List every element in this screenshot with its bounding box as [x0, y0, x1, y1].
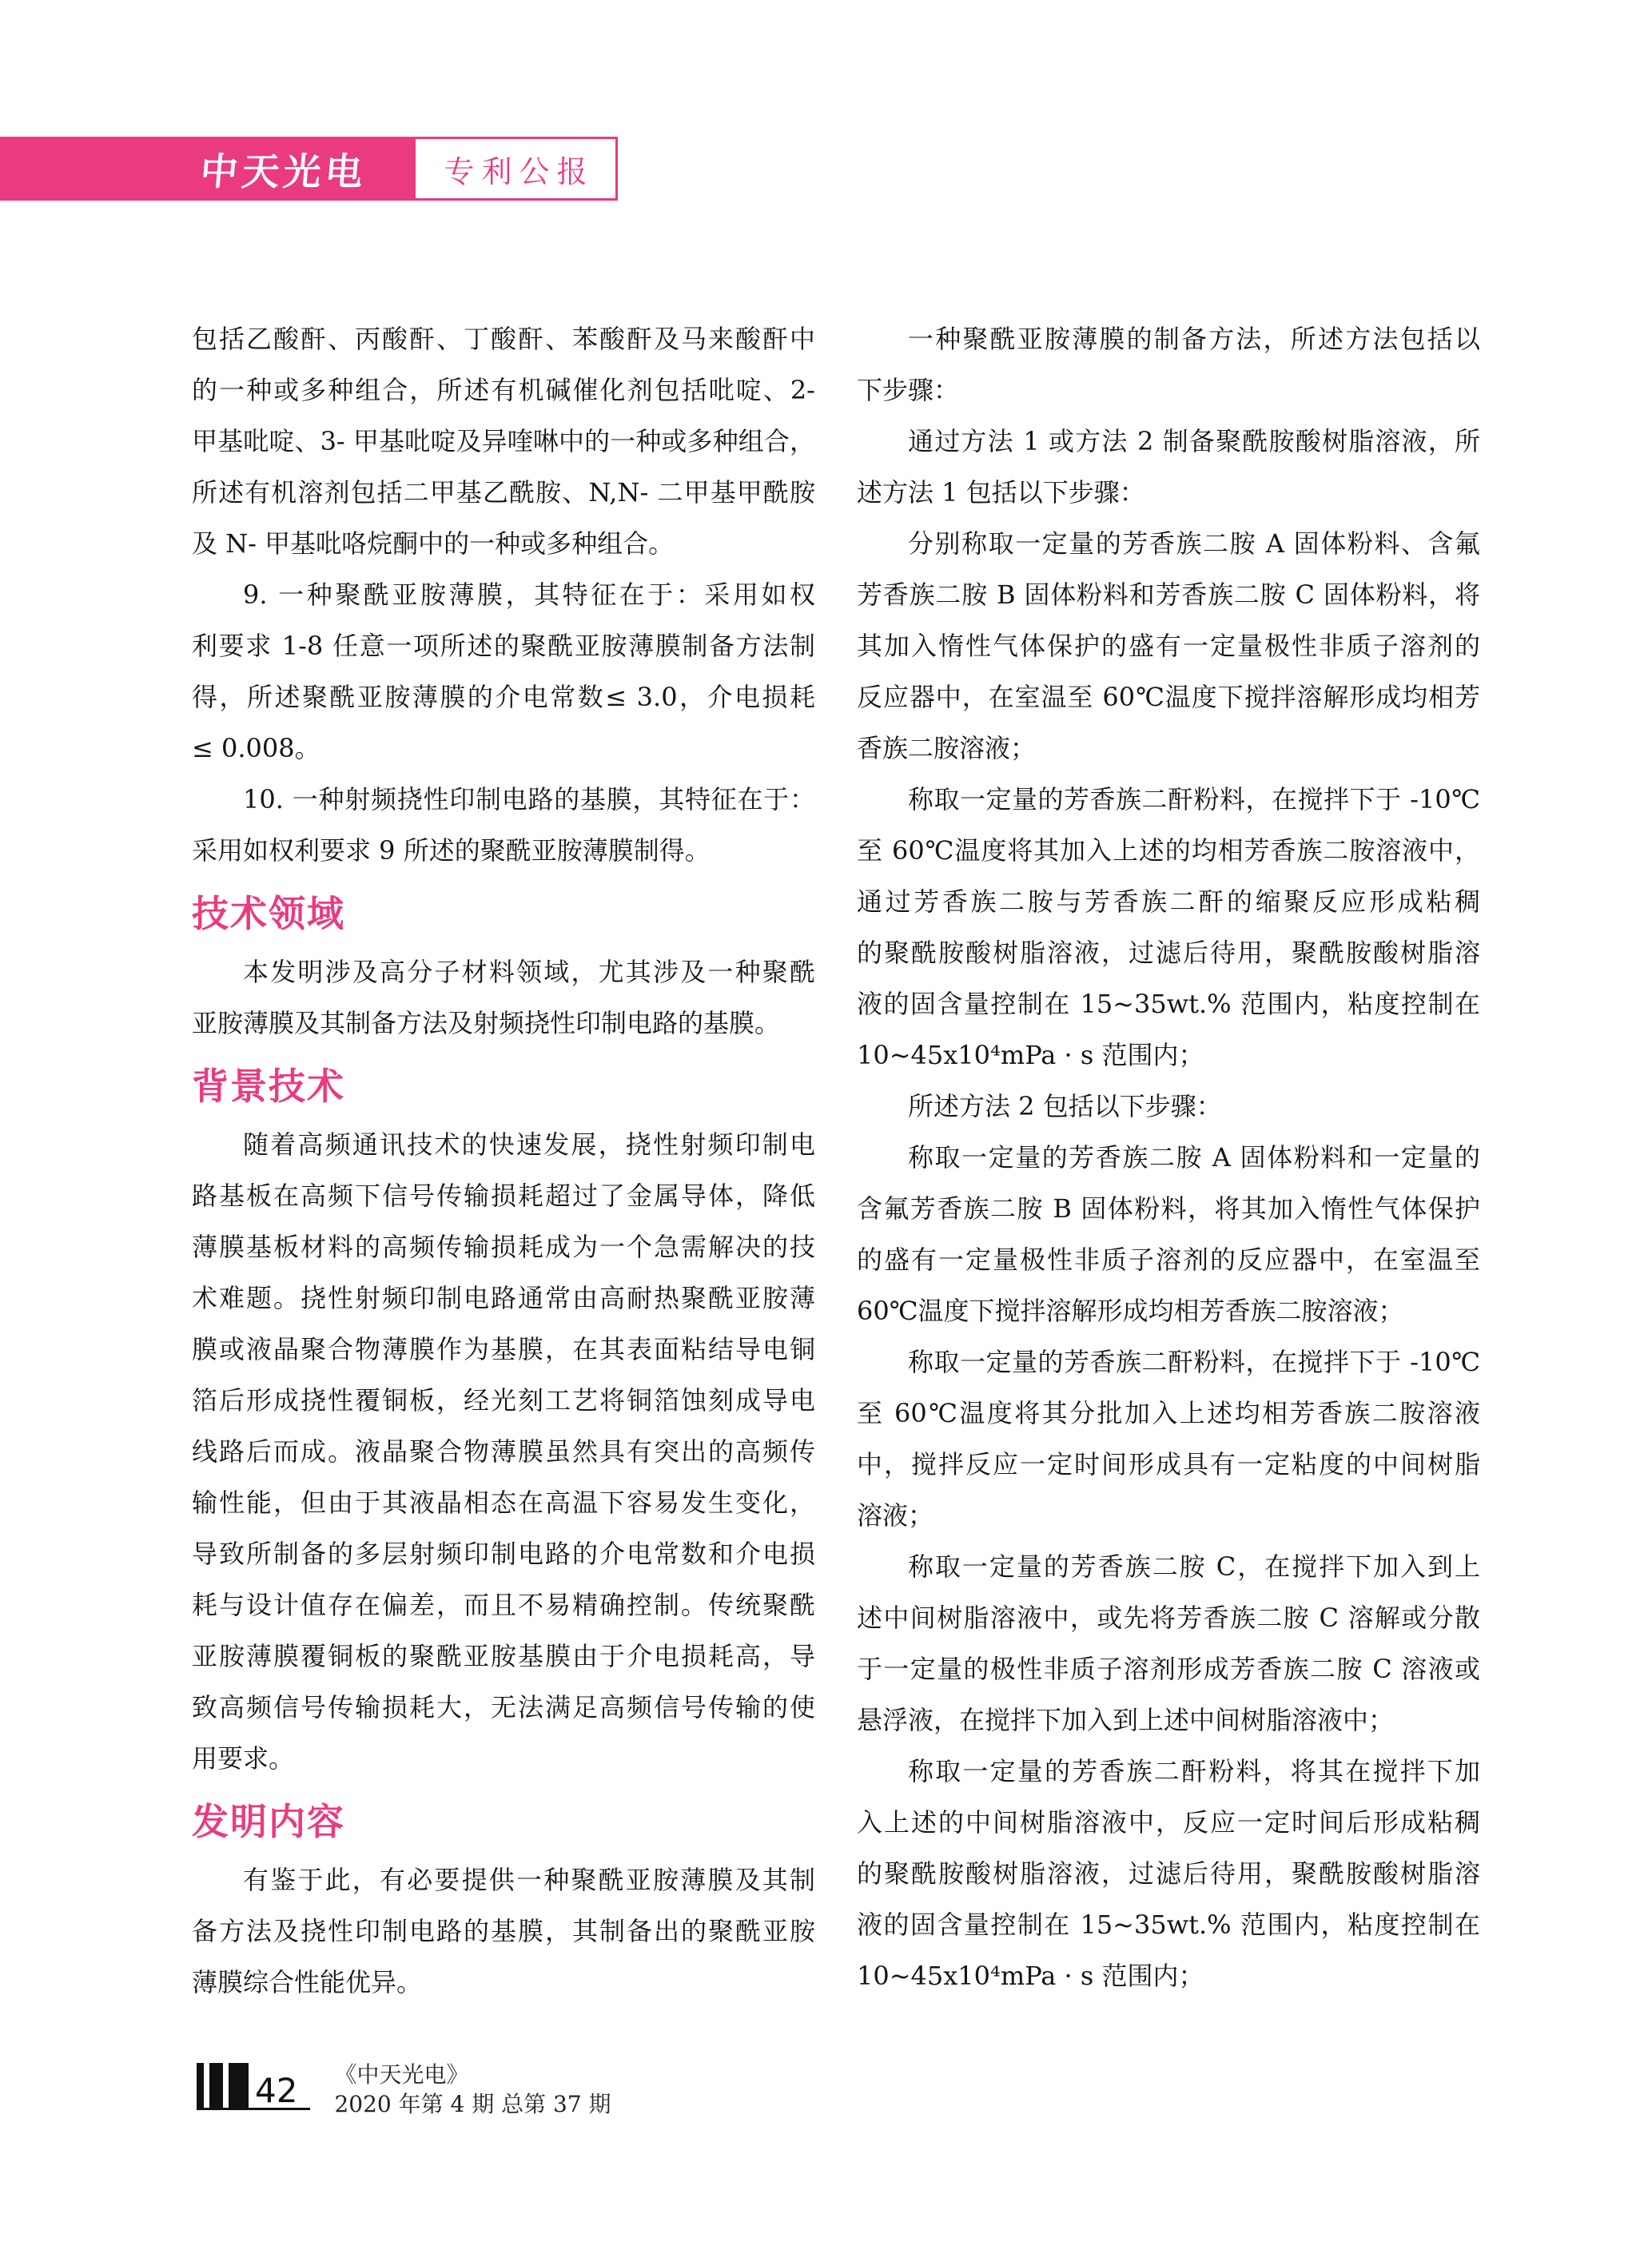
issue-info: 2020 年第 4 期 总第 37 期 [334, 2091, 611, 2117]
section-heading: 技术领域 [192, 892, 345, 935]
patent-gazette-badge-label: 专利公报 [444, 153, 595, 189]
text-line: 60℃温度下搅拌溶解形成均相芳香族二胺溶液； [857, 1296, 1404, 1326]
journal-info [334, 2061, 611, 2120]
text-line: 耗与设计值存在偏差，而且不易精确控制。传统聚酰 [192, 1590, 815, 1620]
text-line: 用要求。 [192, 1743, 295, 1774]
page-bars-icon [197, 2063, 204, 2108]
text-line: 芳香族二胺 B 固体粉料和芳香族二胺 C 固体粉料，将 [857, 579, 1480, 610]
text-line: 的聚酰胺酸树脂溶液，过滤后待用，聚酰胺酸树脂溶 [857, 938, 1480, 968]
text-line: 至 60℃温度将其分批加入上述均相芳香族二胺溶液 [857, 1398, 1480, 1428]
text-line: 述方法 1 包括以下步骤： [857, 477, 1145, 508]
text-line: 悬浮液，在搅拌下加入到上述中间树脂溶液中； [857, 1705, 1395, 1735]
text-line: 线路后而成。液晶聚合物薄膜虽然具有突出的高频传 [192, 1436, 815, 1467]
page-number-block [197, 2061, 310, 2110]
text-line: 含氟芳香族二胺 B 固体粉料，将其加入惰性气体保护 [857, 1193, 1480, 1224]
header-bar [0, 137, 413, 201]
text-line: 采用如权利要求 9 所述的聚酰亚胺薄膜制得。 [192, 835, 711, 866]
text-line: 液的固含量控制在 15~35wt.% 范围内，粘度控制在 [857, 1909, 1480, 1940]
page-bars-icon [229, 2063, 249, 2108]
text-line: 反应器中，在室温至 60℃温度下搅拌溶解形成均相芳 [857, 682, 1480, 712]
text-line: 称取一定量的芳香族二酐粉料，将其在搅拌下加 [908, 1756, 1480, 1786]
text-line: 路基板在高频下信号传输损耗超过了金属导体，降低 [192, 1181, 815, 1211]
text-line: 香族二胺溶液； [857, 733, 1037, 763]
text-line: 10~45x10⁴mPa · s 范围内； [857, 1961, 1204, 1991]
text-line: 亚胺薄膜覆铜板的聚酰亚胺基膜由于介电损耗高，导 [192, 1641, 815, 1671]
text-line: 下步骤： [857, 375, 960, 405]
section-heading: 背景技术 [192, 1065, 345, 1108]
text-line: 所述有机溶剂包括二甲基乙酰胺、N,N- 二甲基甲酰胺 [192, 477, 815, 508]
text-line: 所述方法 2 包括以下步骤： [908, 1091, 1222, 1121]
journal-logo: 中天光电 [198, 149, 369, 194]
text-line: 甲基吡啶、3- 甲基吡啶及异喹啉中的一种或多种组合， [192, 426, 815, 456]
text-line: 备方法及挠性印制电路的基膜，其制备出的聚酰亚胺 [192, 1916, 815, 1946]
left-text-column [192, 313, 815, 2008]
text-line: ≤ 0.008。 [192, 733, 320, 763]
right-text-column [857, 313, 1480, 2001]
text-line: 溶液； [857, 1500, 934, 1531]
text-line: 液的固含量控制在 15~35wt.% 范围内，粘度控制在 [857, 989, 1480, 1019]
text-line: 的聚酰胺酸树脂溶液，过滤后待用，聚酰胺酸树脂溶 [857, 1858, 1480, 1889]
text-line: 利要求 1-8 任意一项所述的聚酰亚胺薄膜制备方法制 [192, 631, 815, 661]
text-line: 输性能，但由于其液晶相态在高温下容易发生变化， [192, 1487, 815, 1518]
text-line: 其加入惰性气体保护的盛有一定量极性非质子溶剂的 [857, 631, 1480, 661]
text-line: 至 60℃温度将其加入上述的均相芳香族二胺溶液中， [857, 835, 1480, 866]
text-line: 分别称取一定量的芳香族二胺 A 固体粉料、含氟 [908, 528, 1480, 559]
text-line: 9. 一种聚酰亚胺薄膜，其特征在于：采用如权 [243, 579, 815, 610]
text-line: 随着高频通讯技术的快速发展，挠性射频印制电 [243, 1129, 815, 1160]
section-heading: 发明内容 [192, 1800, 345, 1843]
text-line: 于一定量的极性非质子溶剂形成芳香族二胺 C 溶液或 [857, 1654, 1480, 1684]
text-line: 的一种或多种组合，所述有机碱催化剂包括吡啶、2- [192, 375, 815, 405]
text-line: 入上述的中间树脂溶液中，反应一定时间后形成粘稠 [857, 1807, 1480, 1838]
page-footer [197, 2061, 611, 2120]
text-line: 称取一定量的芳香族二胺 A 固体粉料和一定量的 [908, 1142, 1480, 1173]
text-line: 薄膜综合性能优异。 [192, 1967, 423, 1997]
text-line: 称取一定量的芳香族二酐粉料，在搅拌下于 -10℃ [908, 1347, 1480, 1377]
text-line: 箔后形成挠性覆铜板，经光刻工艺将铜箔蚀刻成导电 [192, 1385, 815, 1416]
text-line: 导致所制备的多层射频印制电路的介电常数和介电损 [192, 1539, 815, 1569]
text-line: 通过芳香族二胺与芳香族二酐的缩聚反应形成粘稠 [857, 886, 1480, 917]
text-line: 得，所述聚酰亚胺薄膜的介电常数≤ 3.0，介电损耗 [192, 682, 815, 712]
text-line: 称取一定量的芳香族二酐粉料，在搅拌下于 -10℃ [908, 784, 1480, 814]
patent-gazette-badge [413, 137, 618, 201]
text-line: 有鉴于此，有必要提供一种聚酰亚胺薄膜及其制 [243, 1865, 815, 1895]
page-bars-icon [209, 2063, 223, 2108]
text-line: 薄膜基板材料的高频传输损耗成为一个急需解决的技 [192, 1232, 815, 1262]
text-line: 亚胺薄膜及其制备方法及射频挠性印制电路的基膜。 [192, 1008, 781, 1038]
text-line: 膜或液晶聚合物薄膜作为基膜，在其表面粘结导电铜 [192, 1334, 815, 1364]
text-line: 中，搅拌反应一定时间形成具有一定粘度的中间树脂 [857, 1449, 1480, 1479]
text-line: 包括乙酸酐、丙酸酐、丁酸酐、苯酸酐及马来酸酐中 [192, 324, 815, 354]
text-line: 称取一定量的芳香族二胺 C，在搅拌下加入到上 [908, 1551, 1480, 1582]
page-number: 42 [255, 2071, 298, 2110]
text-line: 一种聚酰亚胺薄膜的制备方法，所述方法包括以 [908, 324, 1480, 354]
journal-name: 《中天光电》 [334, 2061, 469, 2088]
text-line: 术难题。挠性射频印制电路通常由高耐热聚酰亚胺薄 [192, 1283, 815, 1313]
text-line: 10. 一种射频挠性印制电路的基膜，其特征在于： [243, 784, 815, 814]
text-line: 述中间树脂溶液中，或先将芳香族二胺 C 溶解或分散 [857, 1603, 1480, 1633]
text-line: 本发明涉及高分子材料领域，尤其涉及一种聚酰 [243, 957, 815, 987]
text-line: 通过方法 1 或方法 2 制备聚酰胺酸树脂溶液，所 [908, 426, 1480, 456]
text-line: 及 N- 甲基吡咯烷酮中的一种或多种组合。 [192, 528, 675, 559]
text-line: 致高频信号传输损耗大，无法满足高频信号传输的使 [192, 1692, 815, 1722]
text-line: 10~45x10⁴mPa · s 范围内； [857, 1040, 1204, 1070]
text-line: 的盛有一定量极性非质子溶剂的反应器中，在室温至 [857, 1244, 1480, 1275]
